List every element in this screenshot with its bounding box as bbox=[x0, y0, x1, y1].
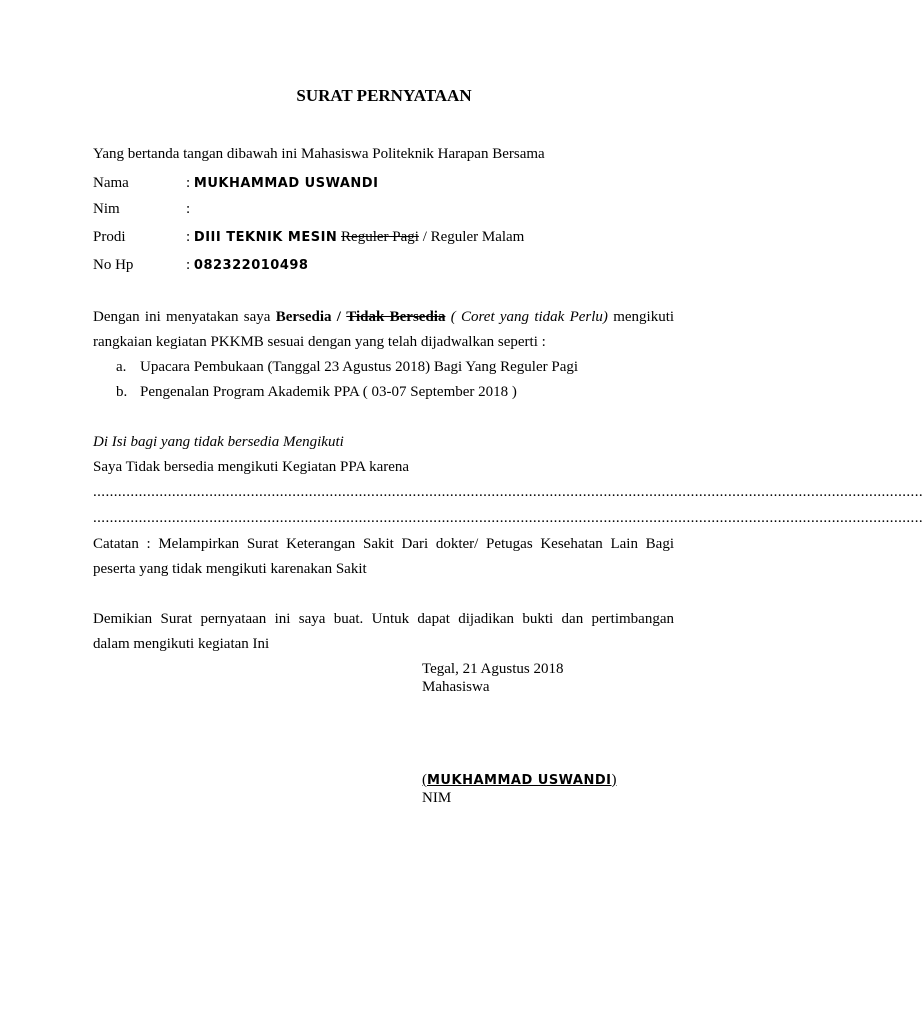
catatan-line2: peserta yang tidak mengikuti karenakan Sakit bbox=[93, 561, 367, 577]
colon: : bbox=[186, 257, 191, 273]
nim-colon: : bbox=[186, 201, 191, 217]
list-marker-b: b. bbox=[116, 384, 128, 400]
nim-label: Nim bbox=[93, 201, 120, 217]
prodi-reguler-pagi-struck: Reguler Pagi bbox=[341, 229, 419, 245]
prodi-row bbox=[186, 229, 524, 246]
catatan-line1: Catatan : Melampirkan Surat Keterangan Sakit Dari dokter/ Petugas Kesehatan Lain Bagi bbox=[93, 536, 674, 552]
di-isi-heading: Di Isi bagi yang tidak bersedia Mengikuti bbox=[93, 434, 344, 450]
colon: : bbox=[186, 229, 191, 245]
demikian-line2: dalam mengikuti kegiatan Ini bbox=[93, 636, 270, 652]
prodi-value: DIII TEKNIK MESIN bbox=[193, 230, 338, 245]
signer-role: Mahasiswa bbox=[422, 679, 490, 695]
dotted-line-1: ........................................................................................................................................................................................................ bbox=[93, 484, 923, 500]
demikian-line1: Demikian Surat pernyataan ini saya buat. Untuk dapat dijadikan bukti dan pertimbangan bbox=[93, 611, 674, 627]
dotted-line-2: ........................................................................................................................................................................................................ bbox=[93, 510, 923, 526]
nohp-label: No Hp bbox=[93, 257, 134, 273]
nohp-row bbox=[186, 257, 308, 274]
list-item-a: Upacara Pembukaan (Tanggal 23 Agustus 2018) Bagi Yang Reguler Pagi bbox=[140, 359, 579, 375]
signer-name-line bbox=[422, 772, 617, 789]
close-paren: ) bbox=[611, 772, 617, 788]
nama-label: Nama bbox=[93, 175, 129, 191]
statement-prefix: Dengan ini menyatakan saya bbox=[93, 309, 276, 325]
saya-tidak-text: Saya Tidak bersedia mengikuti Kegiatan PPA karena bbox=[93, 459, 410, 475]
bersedia-text: Bersedia / bbox=[275, 309, 341, 325]
tidak-bersedia-struck: Tidak Bersedia bbox=[346, 309, 446, 325]
document-title: SURAT PERNYATAAN bbox=[296, 86, 472, 105]
colon: : bbox=[186, 175, 191, 191]
coret-note: ( Coret yang tidak Perlu) bbox=[450, 309, 608, 325]
intro-text: Yang bertanda tangan dibawah ini Mahasiswa Politeknik Harapan Bersama bbox=[93, 146, 545, 162]
place-date: Tegal, 21 Agustus 2018 bbox=[422, 661, 564, 677]
statement-suffix: mengikuti bbox=[607, 309, 675, 325]
nama-row bbox=[186, 175, 378, 192]
prodi-reguler-malam: / Reguler Malam bbox=[422, 229, 525, 245]
statement-line2: rangkaian kegiatan PKKMB sesuai dengan yang telah dijadwalkan seperti : bbox=[93, 334, 546, 350]
statement-line1 bbox=[93, 309, 674, 326]
nohp-value: 082322010498 bbox=[193, 258, 309, 273]
signer-name: MUKHAMMAD USWANDI bbox=[427, 773, 612, 788]
prodi-label: Prodi bbox=[93, 229, 126, 245]
nama-value: MUKHAMMAD USWANDI bbox=[193, 176, 379, 191]
signer-nim-label: NIM bbox=[422, 790, 452, 806]
open-paren: ( bbox=[422, 772, 427, 788]
list-marker-a: a. bbox=[116, 359, 127, 375]
list-item-b: Pengenalan Program Akademik PPA ( 03-07 September 2018 ) bbox=[140, 384, 517, 400]
